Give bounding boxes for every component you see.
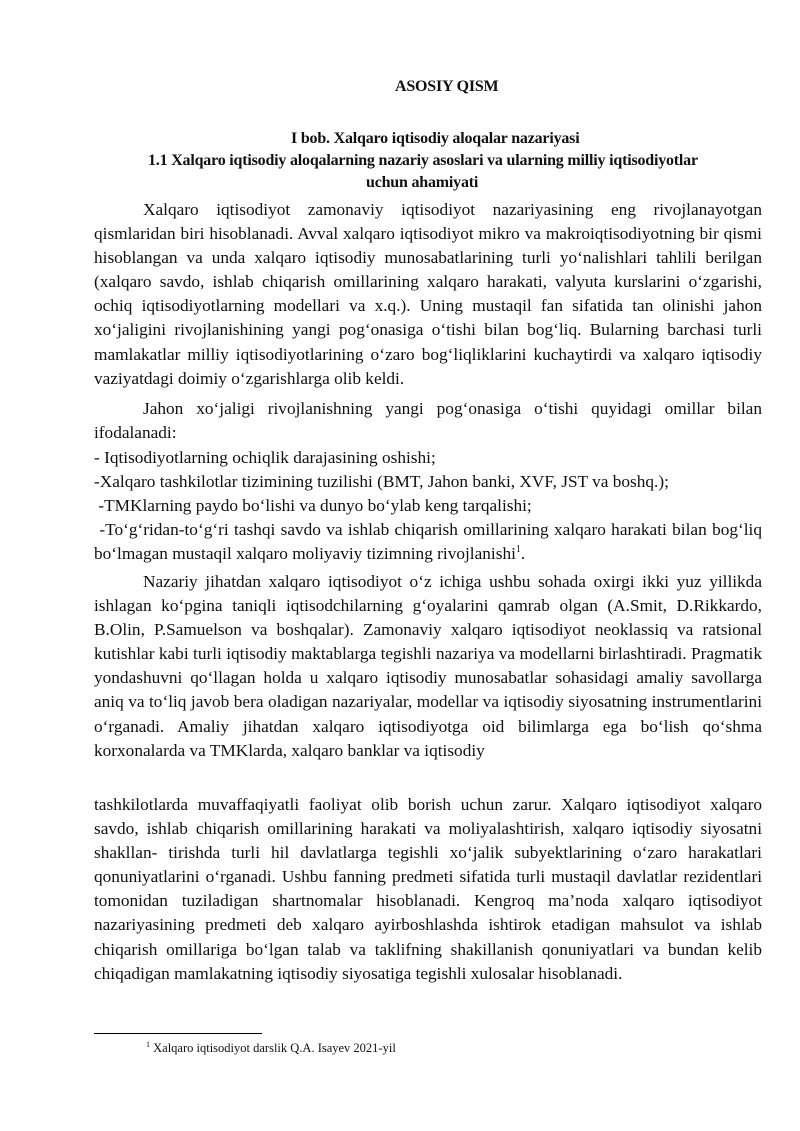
paragraph-subject: tashkilotlarda muvaffaqiyatli faoliyat olib borish uchun zarur. Xalqaro iqtisodiyot xalqaro savdo, ishlab chiqarish omillarining harakati va moliyalashtirish, xalqaro iqtisodiy siyosatni shakllan- tirishda turli hil davlatlarga tegishli xo‘jalik subyektlarining o‘zaro harakatlari qonuniyatlarini o‘rganadi. Ushbu fanning predmeti sifatida turli mustaqil davlatlar rezidentlari tomonidan tuziladigan shartnomalar hisoblanadi. Kengroq ma’noda xalqaro iqtisodiyot nazariyasining predmeti deb xalqaro ayirboshlashda ishtirok etadigan mahsulot va ishlab chiqarish omillariga bo‘lgan talab va taklifning shakillanish qonuniyatlari va bundan kelib chiqadigan mamlakatning iqtisodiy siyosatiga tegishli xulosalar hisoblanadi. <box>94 795 762 983</box>
footnote-reference[interactable]: 1 <box>515 544 521 556</box>
footnote <box>146 1040 396 1056</box>
paragraph-factors: Jahon xo‘jaligi rivojlanishning yangi pog‘onasiga o‘tishi quyidagi omillar bilan ifodalanadi: <box>94 399 762 443</box>
list-item-text: -To‘g‘ridan-to‘g‘ri tashqi savdo va ishlab chiqarish omillarining xalqaro harakati bilan bog‘liq bo‘lmagan mustaqil xalqaro moliyaviy tizimning rivojlanishi <box>94 520 767 564</box>
chapter-title: I bob. Xalqaro iqtisodiy aloqalar nazariyasi <box>291 130 580 147</box>
section-title: ASOSIY QISM <box>395 78 499 95</box>
footnote-number: 1 <box>146 1039 150 1049</box>
footnote-text: Xalqaro iqtisodiyot darslik Q.A. Isayev 2021-yil <box>150 1041 396 1055</box>
list-item: -To‘g‘ridan-to‘g‘ri tashqi savdo va ishlab chiqarish omillarining xalqaro harakati bilan bog‘liq bo‘lmagan mustaqil xalqaro moliyaviy tizimning rivojlanishi$^1$. <box>94 520 767 564</box>
list-item: -TMKlarning paydo bo‘lishi va dunyo bo‘ylab keng tarqalishi; <box>94 496 532 516</box>
subchapter-title-line1: 1.1 Xalqaro iqtisodiy aloqalarning nazariy asoslari va ularning milliy iqtisodiyotlar <box>148 152 698 169</box>
paragraph-theory: Nazariy jihatdan xalqaro iqtisodiyot o‘z ichiga ushbu sohada oxirgi ikki yuz yillikda ishlagan ko‘pgina taniqli iqtisodchilarning g‘oyalarini qamrab olgan (A.Smit, D.Rikkardo, B.Olin, P.Samuelson va boshqalar). Zamonaviy xalqaro iqtisodiyot neoklassiq va ratsional kutishlar kabi turli iqtisodiy maktablarga tegishli nazariya va modellarni birlashtiradi. Pragmatik yondashuvni qo‘llagan holda u xalqaro iqtisodiy munosabatlar sohasidagi amaliy savollarga aniq va to‘liq javob bera oladigan nazariyalar, modellar va iqtisodiy siyosatning instrumentlarini o‘rganadi. Amaliy jihatdan xalqaro iqtisodiyotga oid bilimlarga ega bo‘lish qo‘shma korxonalarda va TMKlarda, xalqaro banklar va iqtisodiy <box>94 572 762 760</box>
paragraph-intro: Xalqaro iqtisodiyot zamonaviy iqtisodiyot nazariyasining eng rivojlanayotgan qismlaridan biri hisoblanadi. Avval xalqaro iqtisodiyot mikro va makroiqtisodiyotning bir qismi hisoblangan va unda xalqaro iqtisodiy munosabatlarining turli yo‘nalishlari tahlili berilgan (xalqaro savdo, ishlab chiqarish omillarining xalqaro harakati, valyuta kurslarini o‘zgarishi, ochiq iqtisodiyotlarning modellari va x.q.). Uning mustaqil fan sifatida tan olinishi jahon xo‘jaligini rivojlanishining yangi pog‘onasiga o‘tishi bilan bog‘liq. Bularning barchasi turli mamlakatlar milliy iqtisodiyotlarining o‘zaro bog‘liqliklarini kuchaytirdi va xalqaro iqtisodiy vaziyatdagi doimiy o‘zgarishlarga olib keldi. <box>94 200 762 388</box>
factor-list <box>94 446 767 566</box>
subchapter-title-line2: uchun ahamiyati <box>366 174 479 191</box>
footnote-divider <box>94 1033 262 1034</box>
list-item: - Iqtisodiyotlarning ochiqlik darajasining oshishi; <box>94 448 436 467</box>
list-item: -Xalqaro tashkilotlar tizimining tuzilishi (BMT, Jahon banki, XVF, JST va boshq.); <box>94 472 669 492</box>
